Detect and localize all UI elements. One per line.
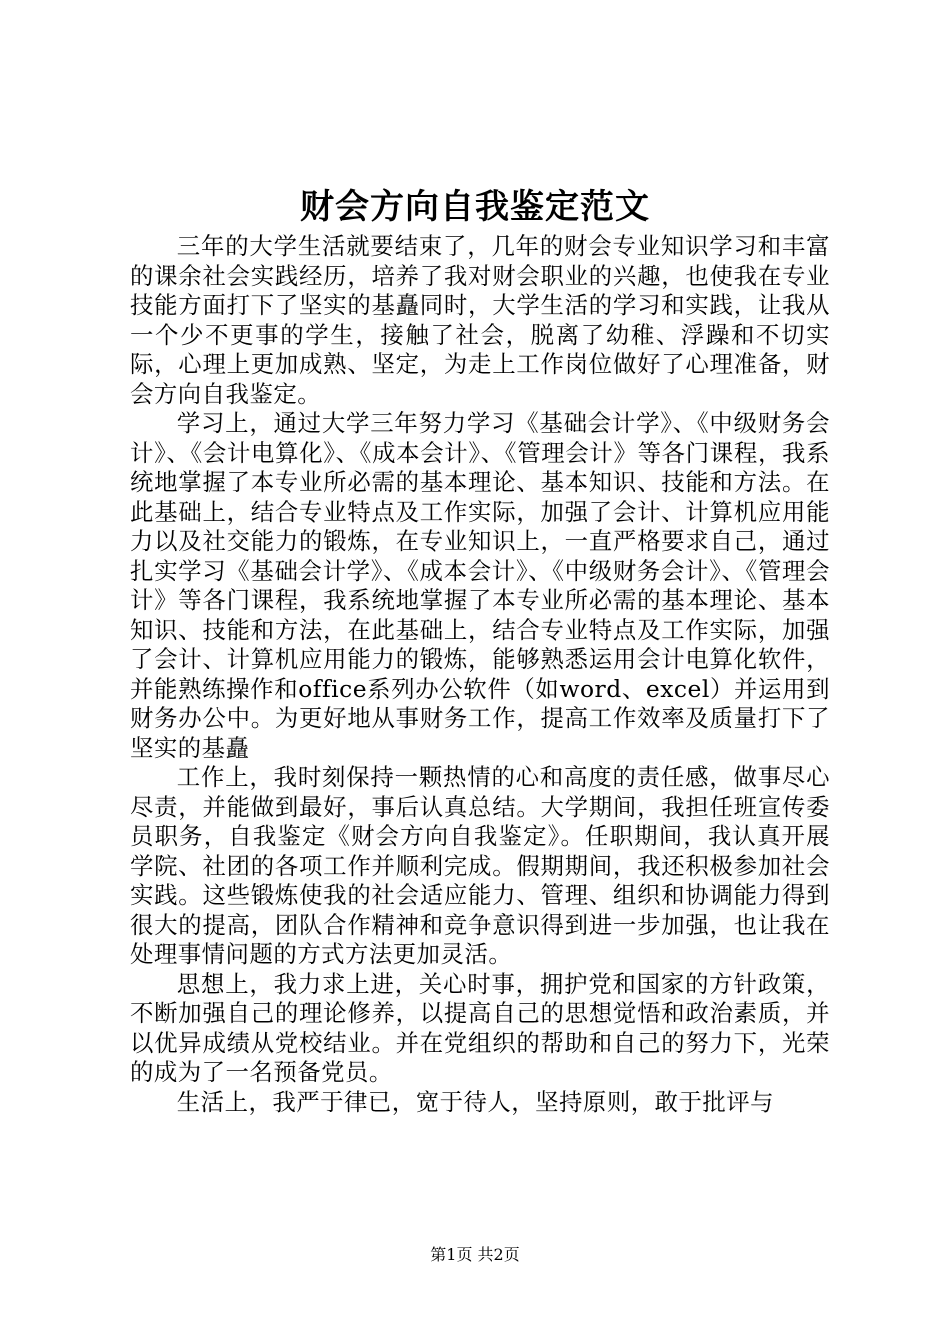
document-body [130, 232, 830, 1117]
paragraph-study: 学习上，通过大学三年努力学习《基础会计学》、《中级财务会计》、《会计电算化》、《成本会计》、《管理会计》等各门课程，我系统地掌握了本专业所必需的基本理论、基本知识、技能和方法。在此基础上，结合专业特点及工作实际，加强了会计、计算机应用能力以及社交能力的锻炼，在专业知识上，一直严格要求自己，通过扎实学习《基础会计学》、《成本会计》、《中级财务会计》、《管理会计》等各门课程，我系统地掌握了本专业所必需的基本理论、基本知识、技能和方法，在此基础上，结合专业特点及工作实际，加强了会计、计算机应用能力的锻炼，能够熟悉运用会计电算化软件，并能熟练操作和office系列办公软件（如word、excel）并运用到财务办公中。为更好地从事财务工作，提高工作效率及质量打下了坚实的基矗 [130, 409, 830, 762]
paragraph-intro: 三年的大学生活就要结束了，几年的财会专业知识学习和丰富的课余社会实践经历，培养了我对财会职业的兴趣，也使我在专业技能方面打下了坚实的基矗同时，大学生活的学习和实践，让我从一个少不更事的学生，接触了社会，脱离了幼稚、浮躁和不切实际，心理上更加成熟、坚定，为走上工作岗位做好了心理准备，财会方向自我鉴定。 [130, 232, 830, 408]
paragraph-work: 工作上，我时刻保持一颗热情的心和高度的责任感，做事尽心尽责，并能做到最好，事后认真总结。大学期间，我担任班宣传委员职务，自我鉴定《财会方向自我鉴定》。任职期间，我认真开展学院、社团的各项工作并顺利完成。假期期间，我还积极参加社会实践。这些锻炼使我的社会适应能力、管理、组织和协调能力得到很大的提高，团队合作精神和竞争意识得到进一步加强，也让我在处理事情问题的方式方法更加灵活。 [130, 763, 830, 968]
page-number-footer: 第1页 共2页 [430, 1245, 520, 1264]
paragraph-life: 生活上，我严于律已，宽于待人，坚持原则，敢于批评与 [176, 1087, 775, 1116]
document-title: 财会方向自我鉴定范文 [300, 187, 650, 227]
paragraph-thought: 思想上，我力求上进，关心时事，拥护党和国家的方针政策，不断加强自己的理论修养，以提高自己的思想觉悟和政治素质，并以优异成绩从党校结业。并在党组织的帮助和自己的努力下，光荣的成为了一名预备党员。 [130, 969, 830, 1086]
